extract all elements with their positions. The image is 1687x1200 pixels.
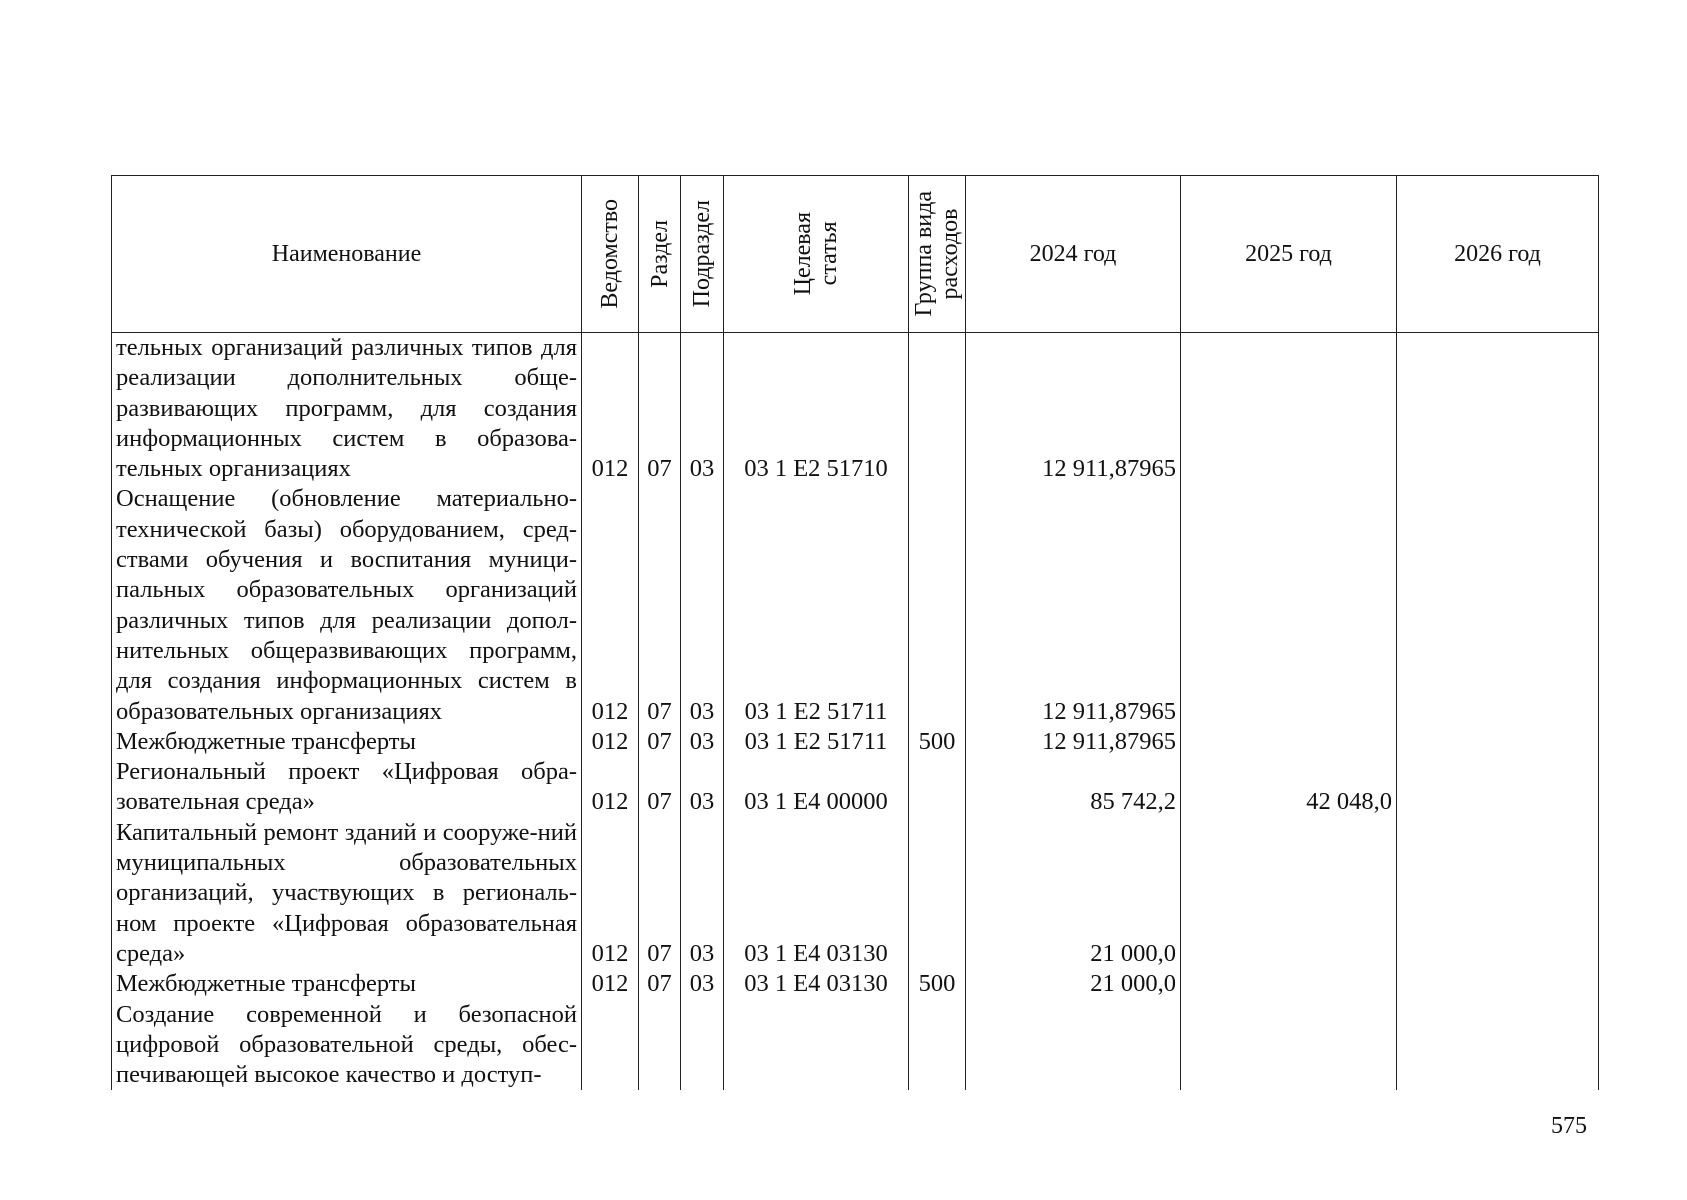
- row-vedomstvo: 012: [582, 818, 639, 969]
- row-2024: 12 911,87965: [966, 727, 1181, 757]
- row-name: тельных организаций различных типов для реализации дополнительных обще-развивающих программ, для создания информационных систем в образова-тельных организациях: [112, 333, 582, 485]
- row-2026: [1397, 333, 1599, 485]
- budget-table: [111, 175, 1599, 1090]
- row-razdel: 07: [639, 757, 681, 818]
- row-group: 500: [909, 727, 966, 757]
- row-2026: [1397, 727, 1599, 757]
- row-target: 03 1 E4 03130: [724, 969, 909, 999]
- row-target: 03 1 E4 00000: [724, 757, 909, 818]
- row-razdel: 07: [639, 333, 681, 485]
- row-2026: [1397, 757, 1599, 818]
- table-row: [112, 1000, 1599, 1091]
- row-podrazdel: 03: [681, 818, 724, 969]
- row-2025: [1181, 333, 1397, 485]
- row-podrazdel: 03: [681, 484, 724, 726]
- row-2025: [1181, 969, 1397, 999]
- row-name: Межбюджетные трансферты: [112, 969, 582, 999]
- row-name: Создание современной и безопасной цифровой образовательной среды, обес-печивающей высокое качество и доступ-: [112, 1000, 582, 1091]
- table-row: [112, 333, 1599, 485]
- row-2024: 21 000,0: [966, 818, 1181, 969]
- row-razdel: [639, 1000, 681, 1091]
- row-2024: 12 911,87965: [966, 333, 1181, 485]
- row-2025: [1181, 818, 1397, 969]
- row-2025: [1181, 1000, 1397, 1091]
- row-2024: 21 000,0: [966, 969, 1181, 999]
- header-2026: 2026 год: [1397, 176, 1599, 333]
- row-group: 500: [909, 969, 966, 999]
- table-row: [112, 969, 1599, 999]
- row-target: 03 1 E2 51710: [724, 333, 909, 485]
- row-vedomstvo: 012: [582, 484, 639, 726]
- row-vedomstvo: 012: [582, 333, 639, 485]
- row-podrazdel: [681, 1000, 724, 1091]
- row-group: [909, 1000, 966, 1091]
- header-group: Группа вида расходов: [909, 176, 966, 333]
- page-number: 575: [1551, 1113, 1587, 1139]
- header-row: [112, 176, 1599, 333]
- row-name: Оснащение (обновление материально-технической базы) оборудованием, сред-ствами обучения и воспитания муници-пальных образовательных организаций различных типов для реализации допол-нительных общеразвивающих программ, для создания информационных систем в образовательных организациях: [112, 484, 582, 726]
- row-group: [909, 757, 966, 818]
- table-row: [112, 818, 1599, 969]
- row-podrazdel: 03: [681, 727, 724, 757]
- row-name: Межбюджетные трансферты: [112, 727, 582, 757]
- header-podrazdel: Подраздел: [681, 176, 724, 333]
- row-vedomstvo: 012: [582, 727, 639, 757]
- row-razdel: 07: [639, 484, 681, 726]
- row-2026: [1397, 818, 1599, 969]
- row-2024: [966, 1000, 1181, 1091]
- row-target: 03 1 E2 51711: [724, 484, 909, 726]
- row-2026: [1397, 484, 1599, 726]
- row-razdel: 07: [639, 969, 681, 999]
- row-vedomstvo: [582, 1000, 639, 1091]
- header-target: Целевая статья: [724, 176, 909, 333]
- row-2025: [1181, 484, 1397, 726]
- row-target: [724, 1000, 909, 1091]
- row-target: 03 1 E4 03130: [724, 818, 909, 969]
- header-vedomstvo: Ведомство: [582, 176, 639, 333]
- table-row: [112, 757, 1599, 818]
- header-2024: 2024 год: [966, 176, 1181, 333]
- row-2024: 12 911,87965: [966, 484, 1181, 726]
- row-2025: [1181, 727, 1397, 757]
- row-name: Капитальный ремонт зданий и сооруже-ний муниципальных образовательных организаций, участвующих в региональ-ном проекте «Цифровая образовательная среда»: [112, 818, 582, 969]
- row-podrazdel: 03: [681, 757, 724, 818]
- row-2024: 85 742,2: [966, 757, 1181, 818]
- row-group: [909, 333, 966, 485]
- row-2026: [1397, 969, 1599, 999]
- table-row: [112, 484, 1599, 726]
- header-razdel: Раздел: [639, 176, 681, 333]
- table-row: [112, 727, 1599, 757]
- row-target: 03 1 E2 51711: [724, 727, 909, 757]
- header-name: Наименование: [112, 176, 582, 333]
- row-vedomstvo: 012: [582, 969, 639, 999]
- row-group: [909, 484, 966, 726]
- table-body: [112, 333, 1599, 1091]
- header-2025: 2025 год: [1181, 176, 1397, 333]
- row-group: [909, 818, 966, 969]
- row-vedomstvo: 012: [582, 757, 639, 818]
- row-razdel: 07: [639, 818, 681, 969]
- row-name: Региональный проект «Цифровая обра-зовательная среда»: [112, 757, 582, 818]
- row-2025: 42 048,0: [1181, 757, 1397, 818]
- row-podrazdel: 03: [681, 333, 724, 485]
- row-2026: [1397, 1000, 1599, 1091]
- row-podrazdel: 03: [681, 969, 724, 999]
- row-razdel: 07: [639, 727, 681, 757]
